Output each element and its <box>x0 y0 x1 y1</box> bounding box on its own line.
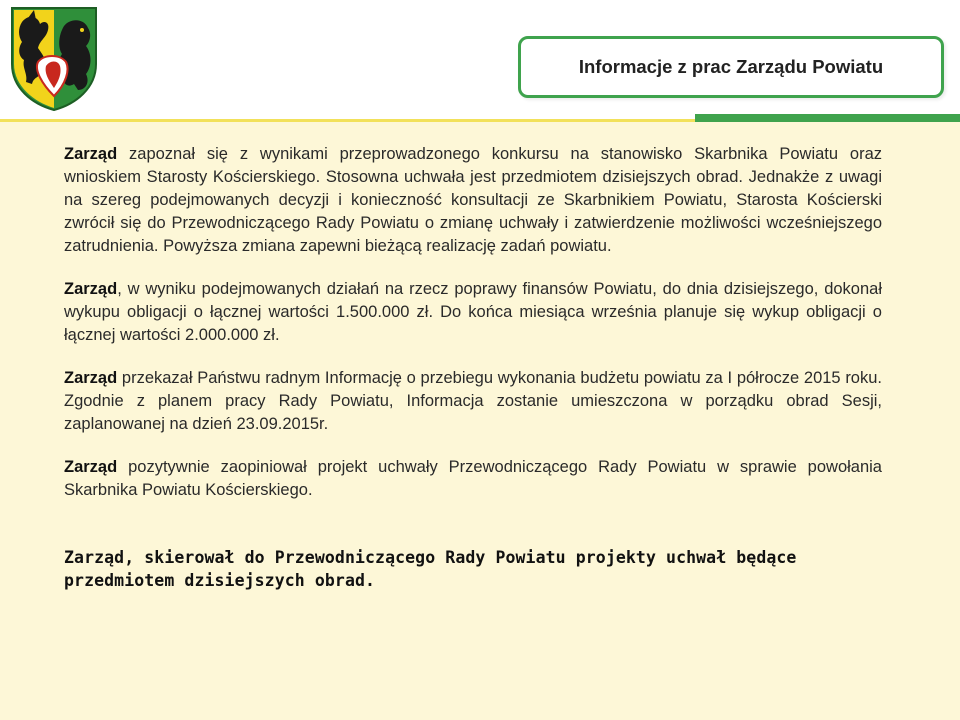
paragraph-lead: Zarząd <box>64 145 118 163</box>
paragraph-lead: Zarząd <box>64 280 118 298</box>
title-box <box>518 36 944 98</box>
coat-of-arms-icon <box>8 4 100 112</box>
paragraph-4 <box>64 456 882 502</box>
content-body <box>64 143 882 592</box>
paragraph-text: , w wyniku podejmowanych działań na rzecz poprawy finansów Powiatu, do dnia dzisiejszego, dokonał wykupu obligacji o łącznej wartości 1.500.000 zł. Do końca miesiąca września planuje się wykup obligacji o łącznej wartości 2.000.000 zł. <box>64 280 882 344</box>
paragraph-text: przekazał Państwu radnym Informację o przebiegu wykonania budżetu powiatu za I półrocze 2015 roku. Zgodnie z planem pracy Rady Powiatu, Informacja zostanie umieszczona w porządku obrad Sesji, zaplanowanej na dzień 23.09.2015r. <box>64 369 882 433</box>
paragraph-lead: Zarząd <box>64 369 118 387</box>
paragraph-2 <box>64 278 882 347</box>
paragraph-3 <box>64 367 882 436</box>
paragraph-text: pozytywnie zaopiniował projekt uchwały Przewodniczącego Rady Powiatu w sprawie powołania Skarbnika Powiatu Kościerskiego. <box>64 458 882 499</box>
paragraph-lead: Zarząd <box>64 458 118 476</box>
header-divider-green <box>695 114 960 122</box>
page-title: Informacje z prac Zarządu Powiatu <box>578 56 884 77</box>
closing-statement: Zarząd, skierował do Przewodniczącego Rady Powiatu projekty uchwał będące przedmiotem dzisiejszych obrad. <box>64 548 797 590</box>
paragraph-1 <box>64 143 882 258</box>
paragraph-text: zapoznał się z wynikami przeprowadzonego konkursu na stanowisko Skarbnika Powiatu oraz wnioskiem Starosty Kościerskiego. Stosowna uchwała jest przedmiotem dzisiejszych obrad. Jednakże z uwagi na szereg podejmowanych decyzji i konieczność konsultacji ze Skarbnikiem Powiatu, Starosta Kościerski zwrócił się do Przewodniczącego Rady Powiatu o zmianę uchwały i zatwierdzenie możliwości wcześniejszego zatrudnienia. Powyższa zmiana zapewni bieżącą realizację zadań powiatu. <box>64 145 882 255</box>
